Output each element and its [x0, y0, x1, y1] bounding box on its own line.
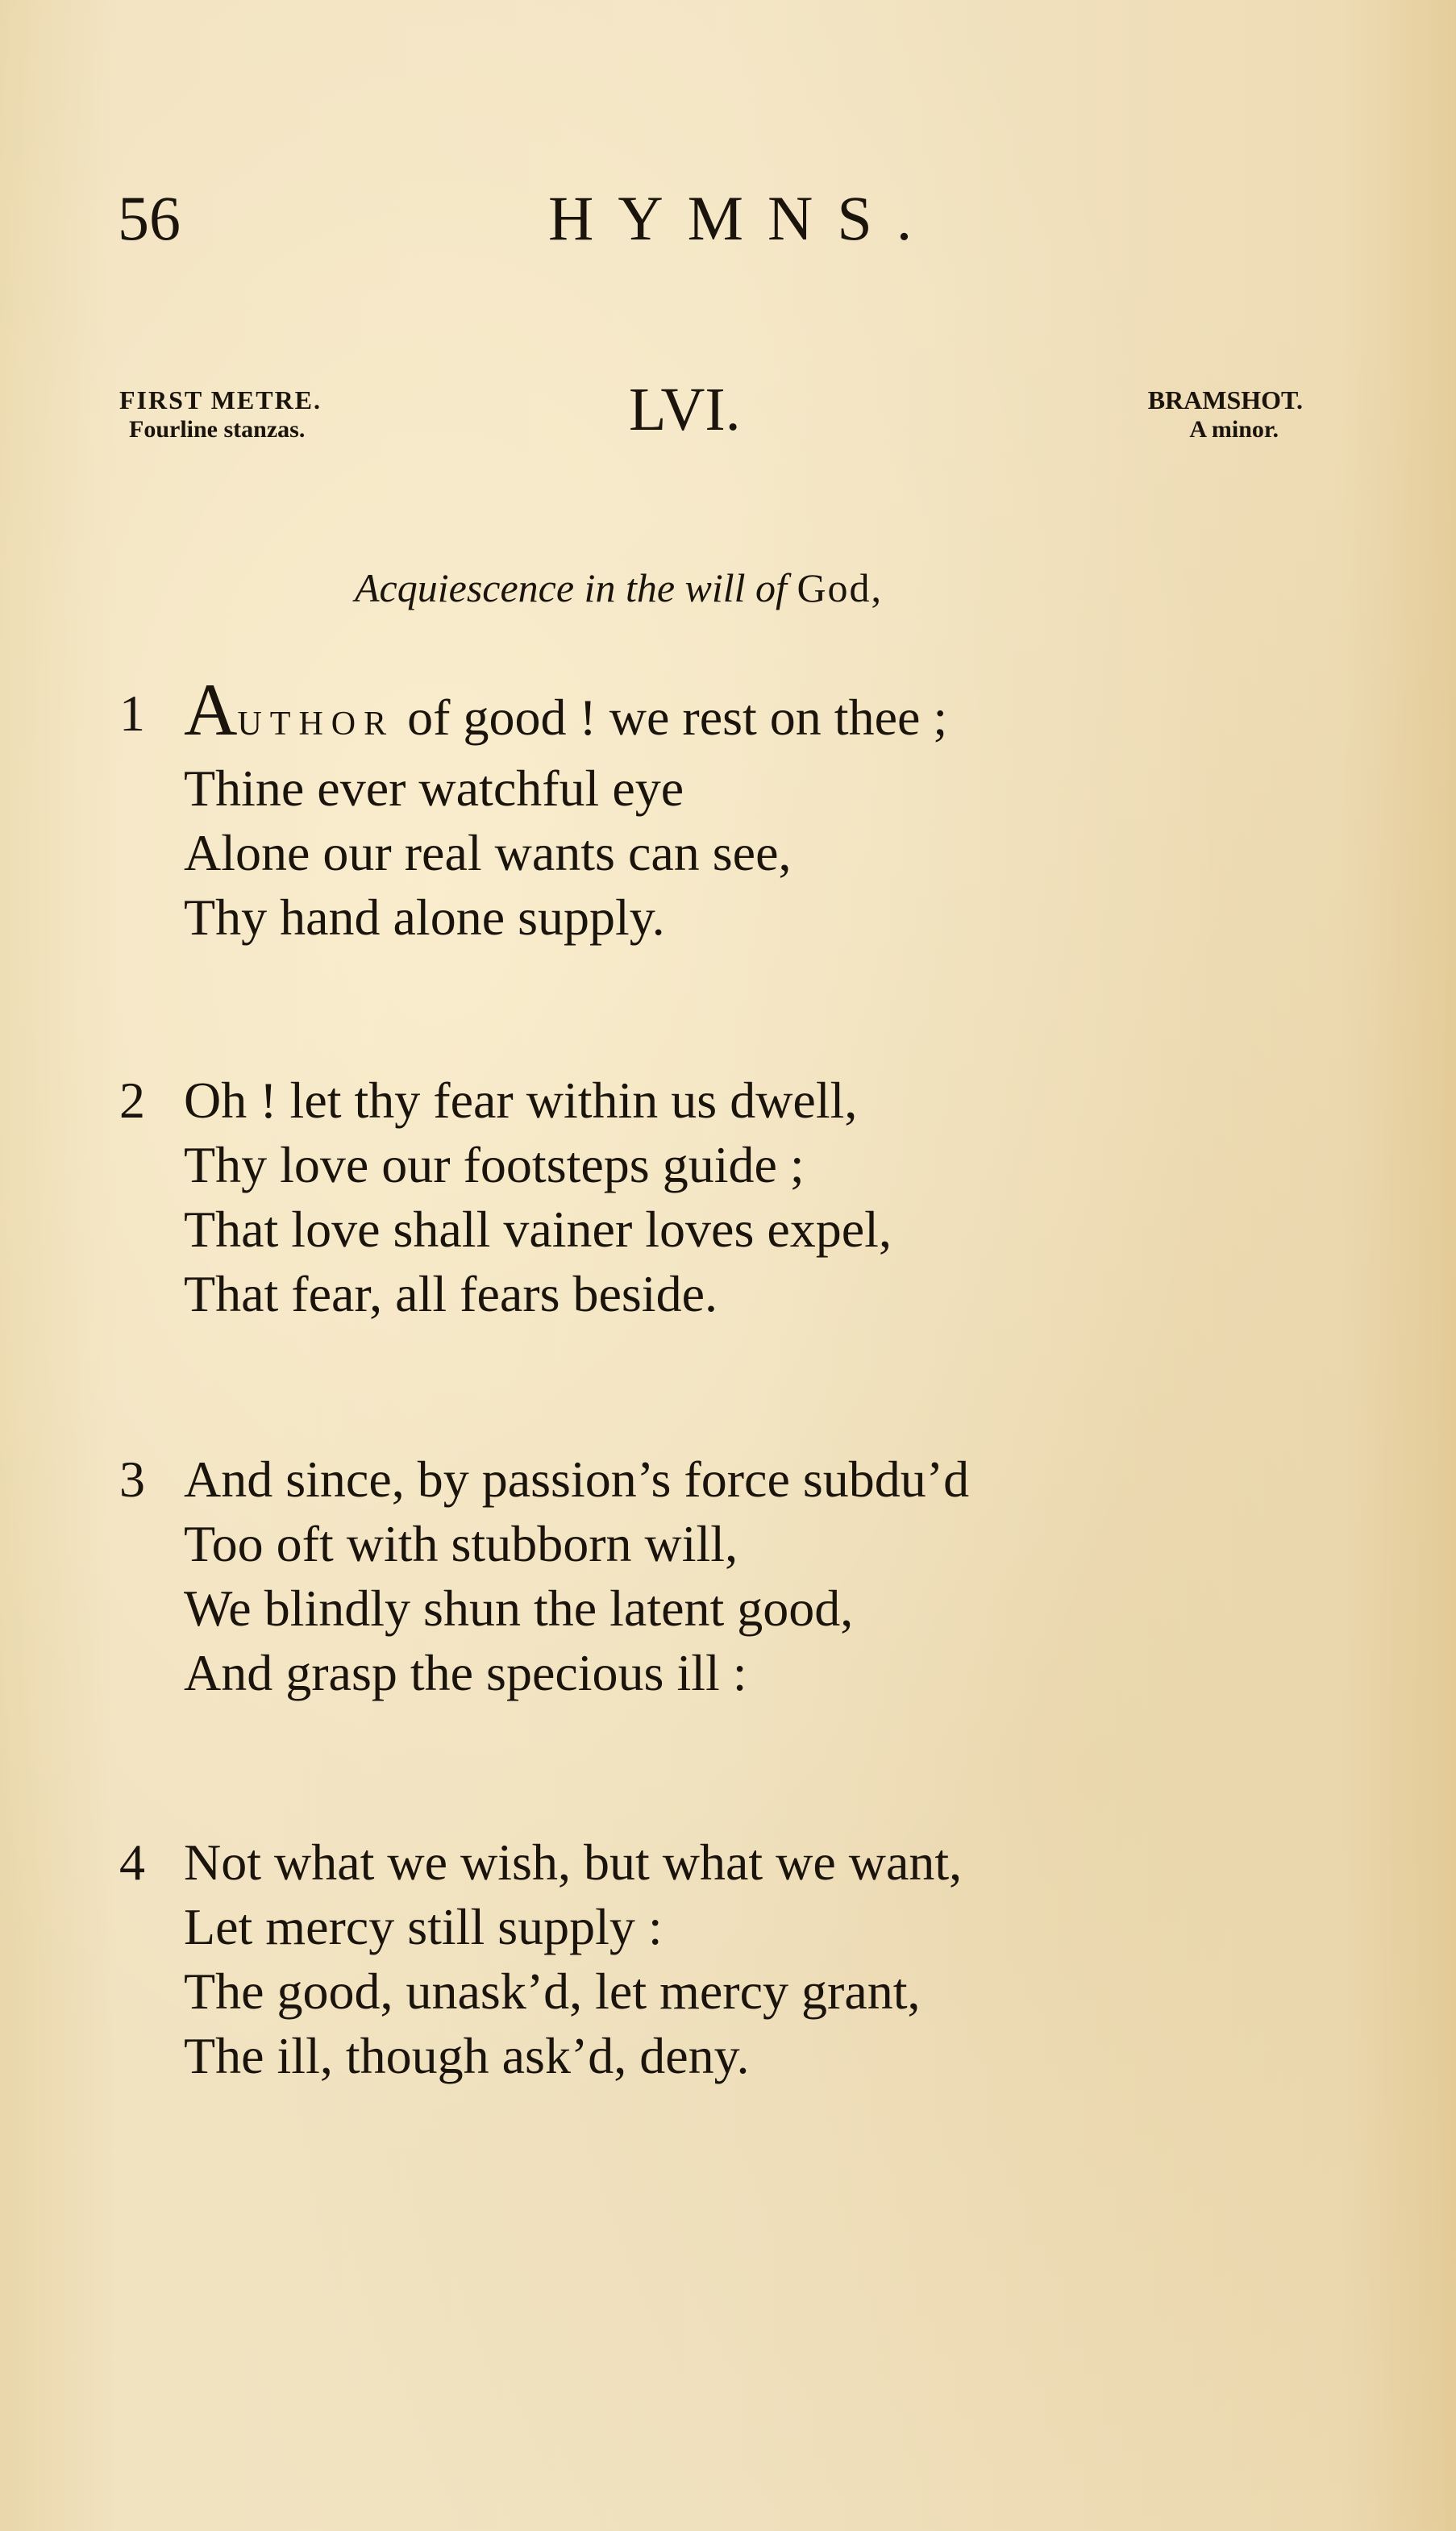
metre-label: FIRST METRE. — [119, 385, 322, 414]
stanza-line: And since, by passion’s force subdu’d — [184, 1451, 970, 1508]
stanza-line: Thy hand alone supply. — [184, 889, 665, 946]
smallcaps-word: UTHOR — [237, 706, 395, 743]
stanza-line: And grasp the specious ill : — [184, 1644, 747, 1701]
stanza-line — [184, 668, 948, 756]
stanza-line: Too oft with stubborn will, — [184, 1515, 738, 1572]
hymn-title — [355, 564, 883, 611]
stanza-line: Let mercy still supply : — [184, 1898, 663, 1955]
stanza-line: That fear, all fears beside. — [184, 1265, 718, 1322]
drop-initial: A — [184, 668, 238, 751]
stanza-lines — [184, 1830, 962, 2088]
stanza-line: We blindly shun the latent good, — [184, 1580, 854, 1637]
hymn-number: LVI. — [629, 376, 741, 443]
stanza-line: That love shall vainer loves expel, — [184, 1201, 892, 1258]
stanza-number: 3 — [119, 1451, 145, 1508]
stanza-lines — [184, 1068, 892, 1326]
stanza-number: 4 — [119, 1834, 145, 1891]
stanza-line: Thine ever watchful eye — [184, 760, 684, 817]
stanza-lines — [184, 1447, 969, 1705]
stanza-line: Thy love our footsteps guide ; — [184, 1136, 805, 1193]
hymn-title-italic: Acquiescence in the will of — [355, 565, 787, 610]
stanza-number: 2 — [119, 1072, 145, 1129]
line-text: of good ! we rest on thee ; — [394, 689, 948, 746]
stanza-line: The good, unask’d, let mercy grant, — [184, 1963, 921, 2020]
stanza-lines — [184, 668, 948, 950]
stanza-line: Not what we wish, but what we want, — [184, 1834, 963, 1891]
stanza-line: Oh ! let thy fear within us dwell, — [184, 1072, 858, 1129]
metre-stanza-type: Fourline stanzas. — [129, 416, 306, 443]
stanza-line: Alone our real wants can see, — [184, 824, 792, 881]
running-head: HYMNS. — [548, 183, 937, 253]
tune-key: A minor. — [1189, 416, 1279, 443]
tune-name: BRAMSHOT. — [1147, 385, 1303, 414]
stanza-number: 1 — [119, 685, 145, 742]
stanza-line: The ill, though ask’d, deny. — [184, 2027, 750, 2084]
page-number: 56 — [118, 183, 181, 253]
hymn-title-caps: God, — [797, 565, 884, 610]
